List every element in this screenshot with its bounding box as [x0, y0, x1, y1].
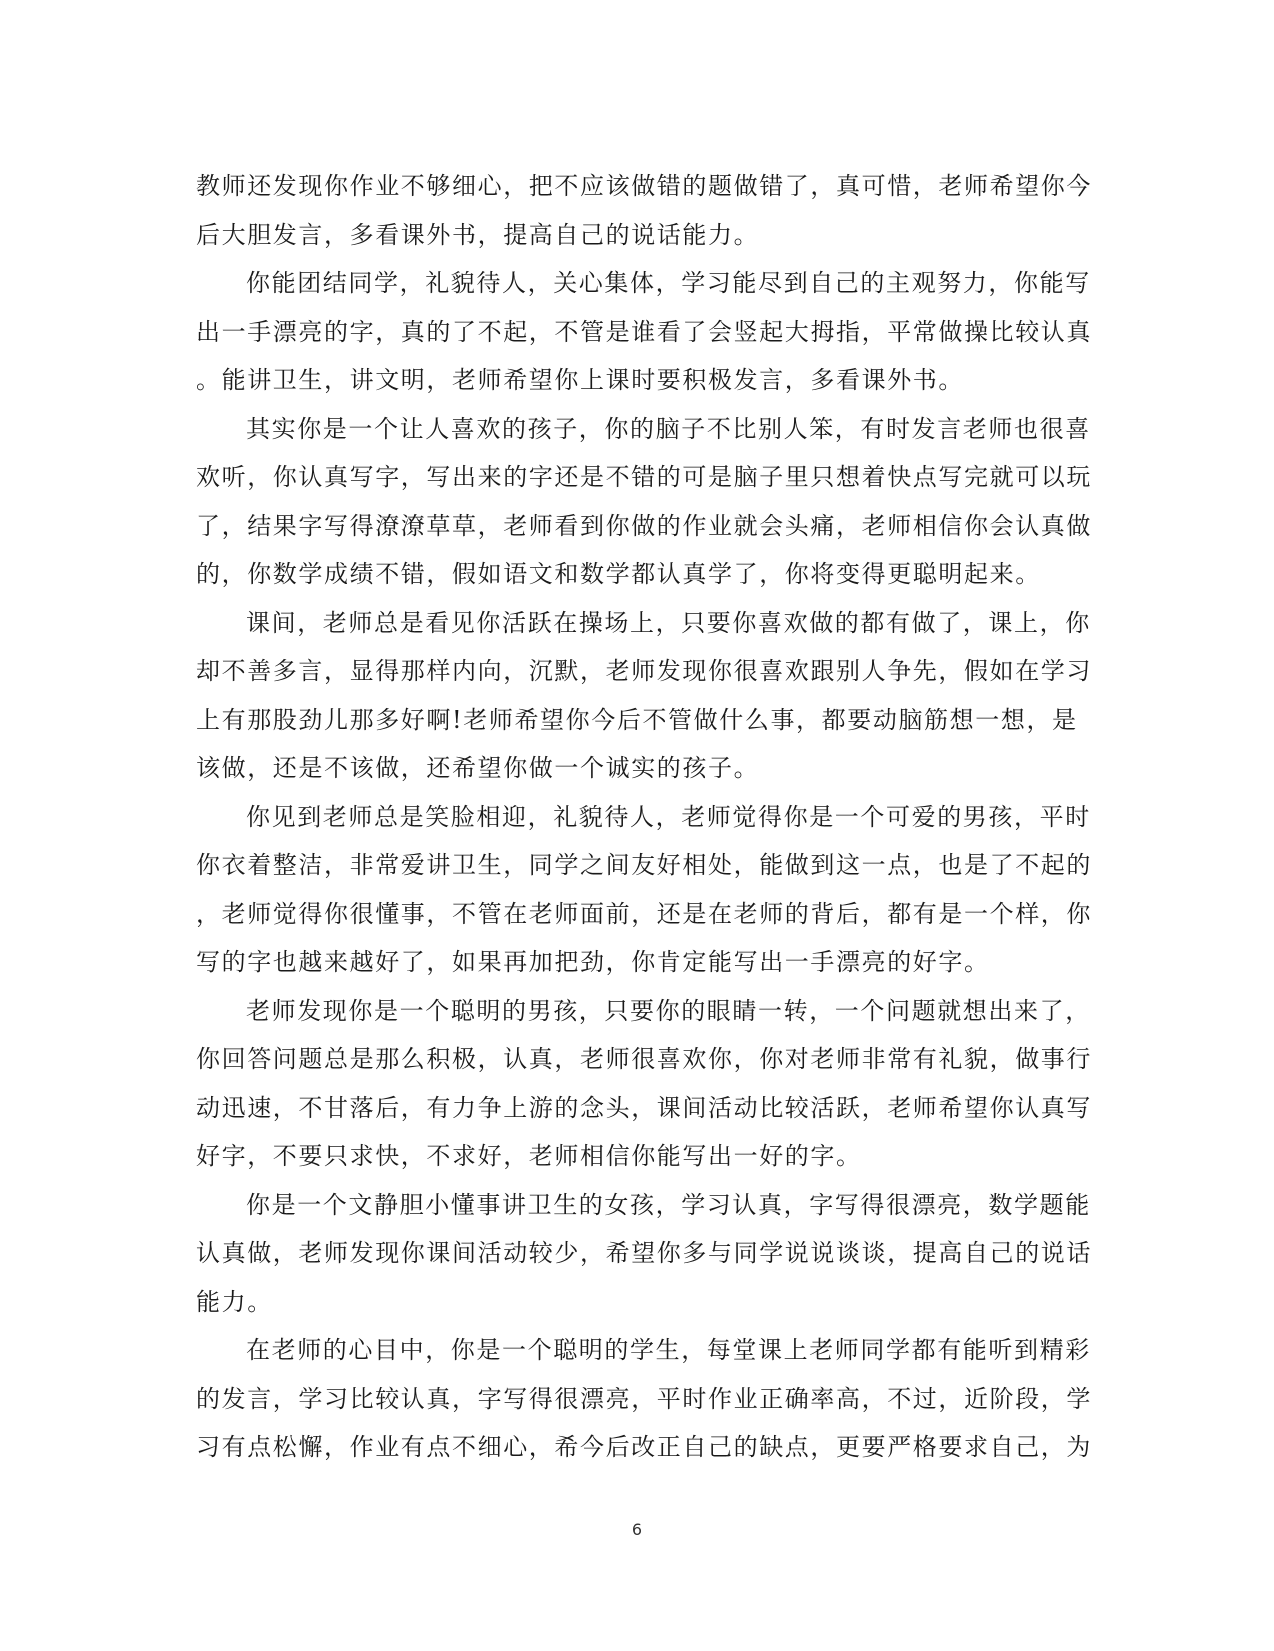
text-line: 该做，还是不该做，还希望你做一个诚实的孩子。	[196, 754, 760, 782]
text-line: 你回答问题总是那么积极，认真，老师很喜欢你，你对老师非常有礼貌，做事行	[196, 1045, 1092, 1073]
text-line: 老师发现你是一个聪明的男孩，只要你的眼睛一转，一个问题就想出来了，	[246, 996, 1091, 1025]
text-line: 认真做，老师发现你课间活动较少，希望你多与同学说说谈谈，提高自己的说话	[196, 1239, 1092, 1267]
page-number: 6	[631, 1520, 643, 1539]
text-line: 其实你是一个让人喜欢的孩子，你的脑子不比别人笨，有时发言老师也很喜	[246, 414, 1091, 443]
text-line: 出一手漂亮的字，真的了不起，不管是谁看了会竖起大拇指，平常做操比较认真	[196, 317, 1092, 346]
text-line: 上有那股劲儿那多好啊!老师希望你今后不管做什么事，都要动脑筋想一想，是	[196, 705, 1078, 734]
text-line: 的，你数学成绩不错，假如语文和数学都认真学了，你将变得更聪明起来。	[196, 560, 1041, 588]
text-line: 你是一个文静胆小懂事讲卫生的女孩，学习认真，字写得很漂亮，数学题能	[246, 1190, 1091, 1219]
text-line: 写的字也越来越好了，如果再加把劲，你肯定能写出一手漂亮的好字。	[196, 948, 990, 976]
text-line: 课间，老师总是看见你活跃在操场上，只要你喜欢做的都有做了，课上，你	[246, 608, 1091, 637]
text-line: 动迅速，不甘落后，有力争上游的念头，课间活动比较活跃，老师希望你认真写	[196, 1093, 1092, 1122]
text-line: 后大胆发言，多看课外书，提高自己的说话能力。	[196, 220, 760, 249]
text-line: 你见到老师总是笑脸相迎，礼貌待人，老师觉得你是一个可爱的男孩，平时	[246, 802, 1091, 831]
text-line: 在老师的心目中，你是一个聪明的学生，每堂课上老师同学都有能听到精彩	[246, 1336, 1091, 1364]
text-line: ，老师觉得你很懂事，不管在老师面前，还是在老师的背后，都有是一个样，你	[196, 899, 1092, 928]
text-line: 却不善多言，显得那样内向，沉默，老师发现你很喜欢跟别人争先，假如在学习	[196, 657, 1092, 685]
text-line: 你衣着整洁，非常爱讲卫生，同学之间友好相处，能做到这一点，也是了不起的	[196, 851, 1092, 879]
text-line: 。能讲卫生，讲文明，老师希望你上课时要积极发言，多看课外书。	[196, 366, 964, 394]
text-line: 欢听，你认真写字，写出来的字还是不错的可是脑子里只想着快点写完就可以玩	[196, 463, 1092, 491]
text-line: 能力。	[196, 1287, 273, 1316]
text-line: 的发言，学习比较认真，字写得很漂亮，平时作业正确率高，不过，近阶段，学	[196, 1384, 1092, 1413]
text-line: 教师还发现你作业不够细心，把不应该做错的题做错了，真可惜，老师希望你今	[196, 172, 1092, 200]
text-line: 习有点松懈，作业有点不细心，希今后改正自己的缺点，更要严格要求自己，为	[196, 1433, 1092, 1461]
text-line: 好字，不要只求快，不求好，老师相信你能写出一好的字。	[196, 1142, 862, 1170]
body-text	[196, 162, 1092, 1472]
text-line: 了，结果字写得潦潦草草，老师看到你做的作业就会头痛，老师相信你会认真做	[196, 511, 1092, 540]
text-line: 你能团结同学，礼貌待人，关心集体，学习能尽到自己的主观努力，你能写	[246, 269, 1091, 297]
